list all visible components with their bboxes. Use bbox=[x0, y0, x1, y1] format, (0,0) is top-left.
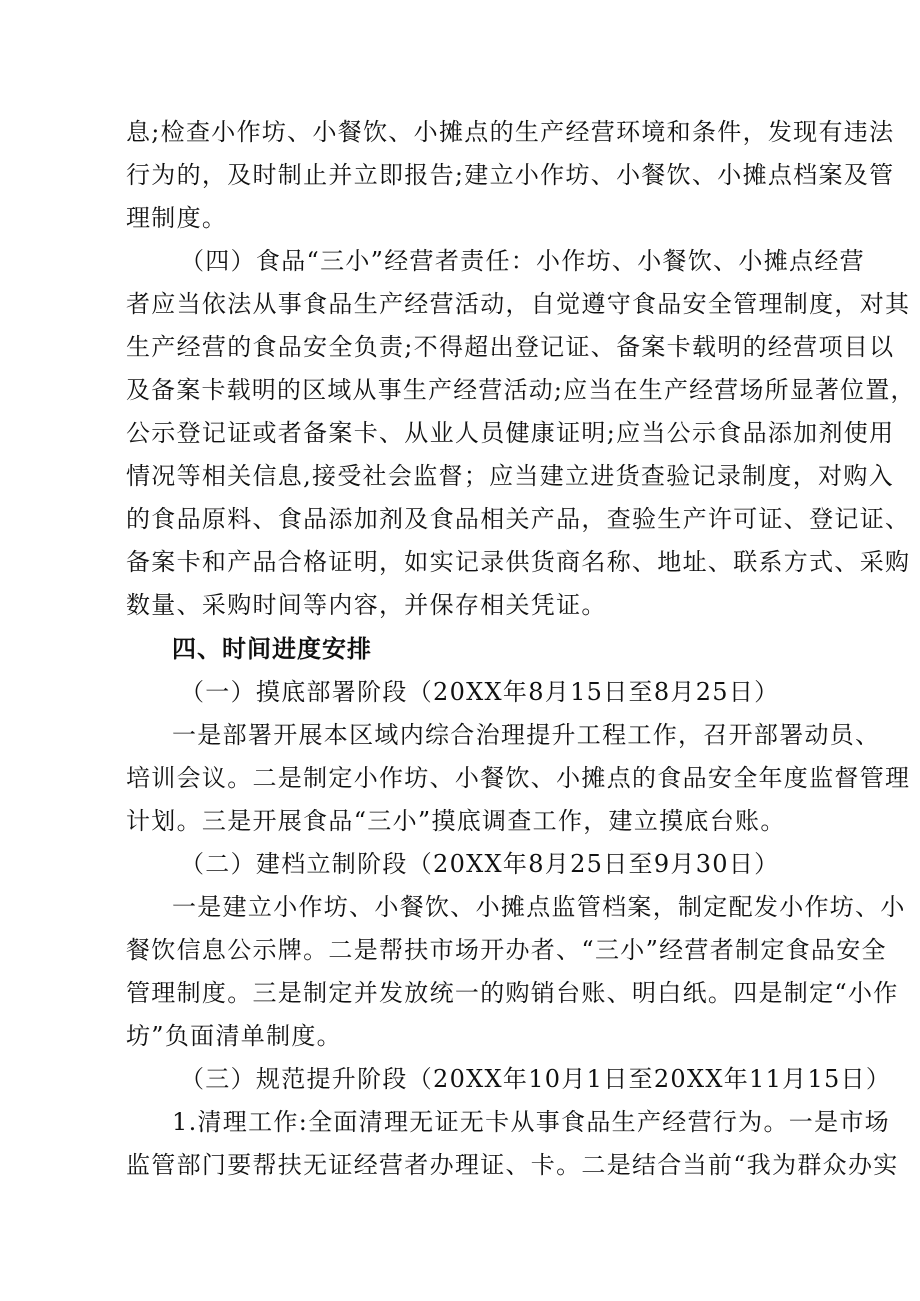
text-line: 备案卡和产品合格证明，如实记录供货商名称、地址、联系方式、采购 bbox=[126, 548, 911, 576]
section-heading: 四、时间进度安排 bbox=[172, 635, 372, 663]
text-line: 培训会议。二是制定小作坊、小餐饮、小摊点的食品安全年度监督管理 bbox=[126, 764, 911, 792]
text-line: 情况等相关信息,接受社会监督；应当建立进货查验记录制度，对购入 bbox=[126, 462, 894, 490]
text-line: （四）食品“三小”经营者责任：小作坊、小餐饮、小摊点经营 bbox=[180, 247, 865, 275]
text-line: 1.清理工作:全面清理无证无卡从事食品生产经营行为。一是市场 bbox=[172, 1108, 890, 1136]
text-line: 理制度。 bbox=[126, 204, 228, 232]
text-line: 及备案卡载明的区域从事生产经营活动;应当在生产经营场所显著位置， bbox=[126, 376, 916, 404]
text-line: 数量、采购时间等内容，并保存相关凭证。 bbox=[126, 591, 607, 619]
text-line: 监管部门要帮扶无证经营者办理证、卡。二是结合当前“我为群众办实 bbox=[126, 1151, 899, 1179]
text-line: 一是建立小作坊、小餐饮、小摊点监管档案，制定配发小作坊、小 bbox=[172, 893, 906, 921]
text-line: 管理制度。三是制定并发放统一的购销台账、明白纸。四是制定“小作 bbox=[126, 979, 899, 1007]
text-line: （二）建档立制阶段（20XX年8月25日至9月30日） bbox=[180, 850, 780, 878]
text-line: 计划。三是开展食品“三小”摸底调查工作，建立摸底台账。 bbox=[126, 807, 786, 835]
text-line: 生产经营的食品安全负责;不得超出登记证、备案卡载明的经营项目以 bbox=[126, 333, 895, 361]
text-line: （三）规范提升阶段（20XX年10月1日至20XX年11月15日） bbox=[180, 1065, 892, 1093]
text-line: 餐饮信息公示牌。二是帮扶市场开办者、“三小”经营者制定食品安全 bbox=[126, 936, 887, 964]
text-line: 一是部署开展本区域内综合治理提升工程工作，召开部署动员、 bbox=[172, 721, 881, 749]
text-line: （一）摸底部署阶段（20XX年8月15日至8月25日） bbox=[180, 678, 780, 706]
text-line: 坊”负面清单制度。 bbox=[126, 1022, 342, 1050]
text-line: 的食品原料、食品添加剂及食品相关产品，查验生产许可证、登记证、 bbox=[126, 505, 911, 533]
text-line: 公示登记证或者备案卡、从业人员健康证明;应当公示食品添加剂使用 bbox=[126, 419, 895, 447]
text-line: 息;检查小作坊、小餐饮、小摊点的生产经营环境和条件，发现有违法 bbox=[126, 118, 895, 146]
text-line: 者应当依法从事食品生产经营活动，自觉遵守食品安全管理制度，对其 bbox=[126, 290, 911, 318]
text-line: 行为的，及时制止并立即报告;建立小作坊、小餐饮、小摊点档案及管 bbox=[126, 161, 895, 189]
